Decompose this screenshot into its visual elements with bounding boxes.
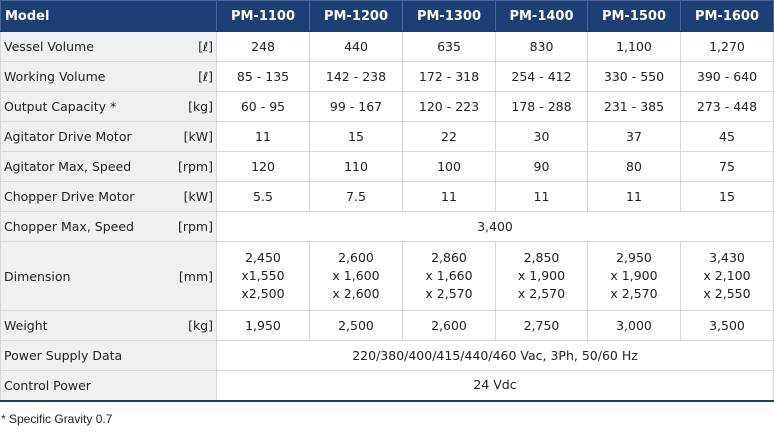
value-cell: 2,500 [310, 311, 403, 341]
table-row [1, 32, 774, 62]
column-header: PM-1200 [310, 1, 403, 32]
value-cell: 99 - 167 [310, 92, 403, 122]
value-cell: 22 [403, 122, 496, 152]
row-unit: [kg] [188, 318, 213, 333]
header-row [1, 1, 774, 32]
row-label: Chopper Max, Speed [4, 219, 134, 234]
value-cell: 45 [681, 122, 774, 152]
value-cell: 37 [588, 122, 681, 152]
dimension-line: x 2,100 [703, 268, 751, 283]
value-cell: 15 [681, 182, 774, 212]
dimension-line: 2,450 [245, 250, 281, 265]
dimension-line: 3,430 [709, 250, 745, 265]
value-cell: 231 - 385 [588, 92, 681, 122]
value-cell: 85 - 135 [217, 62, 310, 92]
row-label: Agitator Max, Speed [4, 159, 132, 174]
value-cell: 100 [403, 152, 496, 182]
value-cell: 11 [496, 182, 588, 212]
table-row [1, 92, 774, 122]
table-row [1, 122, 774, 152]
column-header: PM-1600 [681, 1, 774, 32]
value-cell: 178 - 288 [496, 92, 588, 122]
value-cell: 248 [217, 32, 310, 62]
dimension-cell [403, 242, 496, 311]
value-cell: 390 - 640 [681, 62, 774, 92]
value-cell: 90 [496, 152, 588, 182]
dimension-line: 2,600 [338, 250, 374, 265]
table-row [1, 212, 774, 242]
value-cell: 75 [681, 152, 774, 182]
row-label-cell [1, 122, 217, 152]
value-cell: 273 - 448 [681, 92, 774, 122]
value-cell: 120 - 223 [403, 92, 496, 122]
value-cell: 2,600 [403, 311, 496, 341]
row-label-cell [1, 182, 217, 212]
table-row [1, 242, 774, 311]
table-row [1, 371, 774, 401]
value-cell: 440 [310, 32, 403, 62]
value-cell: 1,270 [681, 32, 774, 62]
value-cell: 3,500 [681, 311, 774, 341]
row-label: Chopper Drive Motor [4, 189, 135, 204]
value-cell: 635 [403, 32, 496, 62]
row-label: Weight [4, 318, 48, 333]
value-cell: 1,950 [217, 311, 310, 341]
row-label-cell [1, 62, 217, 92]
value-cell: 11 [588, 182, 681, 212]
row-label: Agitator Drive Motor [4, 129, 132, 144]
value-cell: 330 - 550 [588, 62, 681, 92]
dimension-cell [496, 242, 588, 311]
table-body [1, 32, 774, 401]
row-label: Dimension [4, 268, 71, 284]
value-cell: 60 - 95 [217, 92, 310, 122]
row-unit: [rpm] [177, 219, 213, 234]
row-label-cell [1, 32, 217, 62]
dimension-line: x 1,900 [517, 268, 566, 283]
row-label-cell [1, 212, 217, 242]
value-cell: 830 [496, 32, 588, 62]
column-header: PM-1300 [403, 1, 496, 32]
dimension-line: x1,550 [241, 268, 285, 283]
row-unit: [ℓ] [198, 69, 213, 84]
value-cell: 254 - 412 [496, 62, 588, 92]
table-row [1, 182, 774, 212]
dimension-line: x 2,570 [610, 286, 658, 301]
spanned-value-cell: 24 Vdc [217, 371, 774, 401]
dimension-line: 2,950 [616, 250, 652, 265]
row-label: Power Supply Data [4, 348, 123, 363]
value-cell: 5.5 [217, 182, 310, 212]
row-unit: [rpm] [177, 159, 213, 174]
column-header: PM-1500 [588, 1, 681, 32]
row-unit: [ℓ] [198, 39, 213, 54]
dimension-line: 2,850 [523, 250, 560, 265]
row-unit: [kW] [183, 189, 213, 204]
table-row [1, 341, 774, 371]
dimension-line: x 2,570 [517, 286, 566, 301]
dimension-line: x 1,900 [610, 268, 658, 283]
value-cell: 7.5 [310, 182, 403, 212]
model-header: Model [1, 1, 217, 32]
value-cell: 1,100 [588, 32, 681, 62]
row-unit: [mm] [178, 268, 213, 284]
dimension-line: x 2,550 [703, 286, 751, 301]
row-label: Control Power [4, 377, 91, 393]
dimension-line: x 2,600 [332, 286, 380, 301]
value-cell: 3,000 [588, 311, 681, 341]
row-label-cell [1, 371, 217, 401]
column-header: PM-1100 [217, 1, 310, 32]
table-row [1, 311, 774, 341]
dimension-line: x 1,600 [332, 268, 380, 283]
column-header: PM-1400 [496, 1, 588, 32]
row-label-cell [1, 341, 217, 371]
dimension-line: x 2,570 [425, 286, 473, 301]
row-label: Working Volume [4, 69, 106, 84]
value-cell: 30 [496, 122, 588, 152]
spanned-value-cell: 220/380/400/415/440/460 Vac, 3Ph, 50/60 Hz [217, 341, 774, 371]
row-label: Output Capacity * [4, 99, 117, 114]
value-cell: 2,750 [496, 311, 588, 341]
spanned-value-cell: 3,400 [217, 212, 774, 242]
row-label: Vessel Volume [4, 39, 94, 54]
dimension-cell [217, 242, 310, 311]
dimension-line: x 1,660 [425, 268, 473, 283]
value-cell: 80 [588, 152, 681, 182]
row-unit: [kg] [188, 99, 213, 114]
value-cell: 15 [310, 122, 403, 152]
value-cell: 142 - 238 [310, 62, 403, 92]
value-cell: 11 [403, 182, 496, 212]
value-cell: 172 - 318 [403, 62, 496, 92]
table-row [1, 152, 774, 182]
value-cell: 11 [217, 122, 310, 152]
table-row [1, 62, 774, 92]
dimension-line: x2,500 [241, 286, 285, 301]
row-label-cell [1, 92, 217, 122]
row-label-cell [1, 152, 217, 182]
row-label-cell [1, 242, 217, 311]
dimension-cell [588, 242, 681, 311]
row-label-cell [1, 311, 217, 341]
footnote: * Specific Gravity 0.7 [1, 411, 113, 426]
dimension-cell [310, 242, 403, 311]
value-cell: 110 [310, 152, 403, 182]
row-unit: [kW] [183, 129, 213, 144]
dimension-line: 2,860 [431, 250, 467, 265]
value-cell: 120 [217, 152, 310, 182]
dimension-cell [681, 242, 774, 311]
